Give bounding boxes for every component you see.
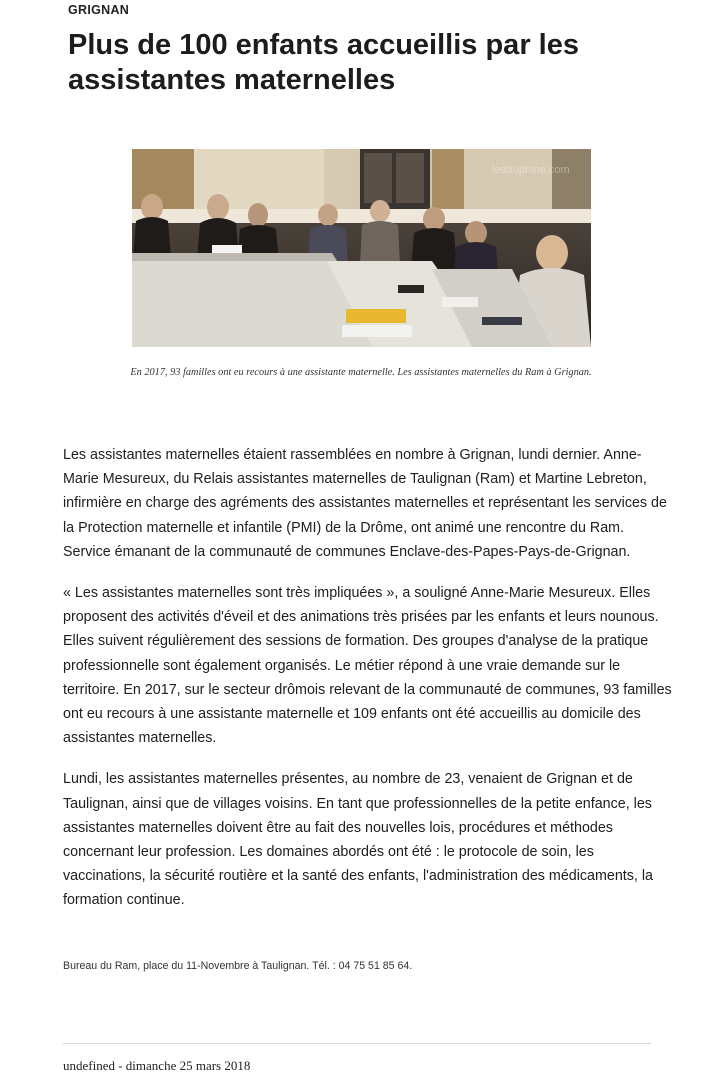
article-body	[63, 443, 673, 930]
footer-divider	[63, 1043, 651, 1044]
footer-date-line: undefined - dimanche 25 mars 2018	[63, 1058, 251, 1073]
article-paragraph: Les assistantes maternelles étaient rassemblées en nombre à Grignan, lundi dernier. Anne-Marie Mesureux, du Relais assistantes maternelles de Taulignan (Ram) et Martine Lebreton, infirmière en charge des agréments des assistantes maternelles et représentant les services de la Protection maternelle et infantile (PMI) de la Drôme, ont animé une rencontre du Ram. Service émanant de la communauté de communes Enclave-des-Papes-Pays-de-Grignan.	[63, 447, 667, 560]
meeting-photo-icon	[132, 149, 591, 347]
photo-caption: En 2017, 93 familles ont eu recours à une assistante maternelle. Les assistantes maternelles du Ram à Grignan.	[130, 367, 592, 378]
article-paragraph: « Les assistantes maternelles sont très impliquées », a souligné Anne-Marie Mesureux. Elles proposent des activités d'éveil et des animations très prisées par les enfants et leurs nounous. Elles suivent régulièrement des sessions de formation. Des groupes d'analyse de la pratique professionnelle sont également organisés. Le métier répond à une vraie demande sur le territoire. En 2017, sur le secteur drômois relevant de la communauté de communes, 93 familles ont eu recours à une assistante maternelle et 109 enfants ont été accueillis au domicile des assistantes maternelles.	[63, 585, 672, 747]
svg-text:ledauphine.com: ledauphine.com	[492, 164, 570, 176]
contact-info: Bureau du Ram, place du 11-Novembre à Taulignan. Tél. : 04 75 51 85 64.	[63, 960, 413, 972]
section-kicker: GRIGNAN	[68, 3, 130, 17]
article-paragraph: Lundi, les assistantes maternelles présentes, au nombre de 23, venaient de Grignan et de Taulignan, ainsi que de villages voisins. En tant que professionnelles de la petite enfance, les assistantes maternelles doivent être au fait des nouvelles lois, procédures et méthodes concernant leur profession. Les domaines abordés ont été : le protocole de soin, les vaccinations, la sécurité routière et la santé des enfants, l'administration des médicaments, la formation continue.	[63, 771, 653, 909]
article-photo	[132, 149, 591, 347]
article-headline: Plus de 100 enfants accueillis par les assistantes maternelles	[68, 29, 579, 96]
